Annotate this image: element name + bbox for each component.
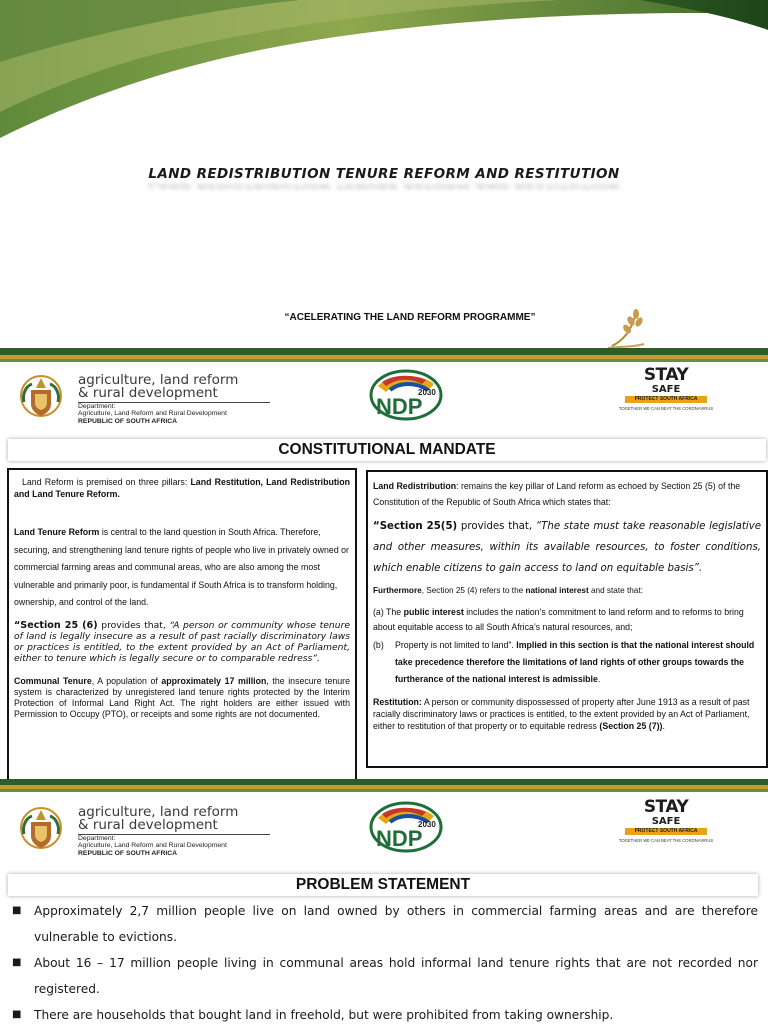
restitution-end: . (662, 721, 665, 731)
department-label: Department: (78, 835, 116, 842)
department-subtext (78, 403, 227, 425)
item-b-text-a: Property is not limited to land”. (395, 640, 517, 650)
list-item (12, 1002, 758, 1024)
item-b-implied: Implied in this section is that the national interest should take precedence therefore the limitations of land rights of other groups towards the furtherance of the national interest is admissible (395, 640, 755, 684)
section-25-5-paragraph (373, 516, 761, 579)
green-band-thin (0, 789, 768, 792)
redistribution-label: Land Redistribution (373, 481, 457, 491)
bullet-icon: ■ (12, 1009, 22, 1020)
constitutional-mandate-heading: CONSTITUTIONAL MANDATE (8, 439, 766, 461)
public-interest-text: includes the nation’s commitment to land reform and to reforms to bring about equitable access to all South Africa’s natural resources, and; (373, 607, 744, 632)
redistribution-paragraph (373, 478, 761, 510)
pillars-paragraph (14, 476, 350, 500)
slide-subtitle: “ACELERATING THE LAND REFORM PROGRAMME” (284, 312, 536, 323)
stay-safe-tagline: TOGETHER WE CAN BEAT THE CORONAVIRUS (618, 406, 714, 411)
communal-tenure-label: Communal Tenure (14, 675, 92, 686)
slide2-logo-header (0, 362, 768, 444)
section-25-6-provides: provides that, (97, 619, 170, 631)
pillars-text: Land Reform is premised on three pillars: (22, 477, 191, 487)
department-name-line1: agriculture, land reform (78, 804, 239, 820)
tenure-reform-text: is central to the land question in South Africa. Therefore, securing, and strengthening land tenure rights of people who live in privately owned or commercial farming areas and communal areas, who are also among the most vulnerable and primarily poor, is fundamental if South Africa is to transform holding, ownership, and control of the land. (14, 527, 349, 607)
restitution-paragraph (373, 696, 761, 732)
country-name: REPUBLIC OF SOUTH AFRICA (78, 417, 178, 425)
ndp-text: NDP (376, 394, 423, 419)
pillars-list: Land Restitution, Land Redistribution and Land Tenure Reform. (14, 477, 350, 499)
problem-statement-heading: PROBLEM STATEMENT (8, 874, 758, 896)
list-item-text: Approximately 2,7 million people live on land owned by others in commercial farming areas and are therefore vulnerable to evictions. (34, 904, 758, 944)
list-item (12, 898, 758, 950)
list-item-text: About 16 – 17 million people living in communal areas hold informal land tenure rights that are not recorded nor registered. (34, 956, 758, 996)
national-interest-label: national interest (525, 586, 589, 595)
furthermore-text-end: and state that: (588, 586, 643, 595)
slide3-logo-header (0, 794, 768, 876)
list-item (12, 950, 758, 1002)
item-a-prefix: (a) The (373, 607, 404, 617)
national-interest-paragraph (373, 585, 761, 597)
list-item-text: There are households that bought land in freehold, but were prohibited from taking ownership. (34, 1008, 614, 1022)
restitution-label: Restitution: (373, 697, 422, 707)
section-25-5-quote: “The state must take reasonable legislative and other measures, within its available resources, to foster conditions, which enable citizens to gain access to land on equitable basis”. (373, 521, 761, 574)
section-25-6-paragraph (14, 620, 350, 664)
protect-sa-bar: PROTECT SOUTH AFRICA (625, 396, 707, 403)
coat-of-arms-icon (16, 804, 66, 852)
bullet-icon: ■ (12, 957, 22, 968)
green-band (0, 348, 768, 355)
section-25-7-ref: (Section 25 (7)) (599, 721, 663, 731)
department-label: Department: (78, 403, 116, 410)
restitution-text: A person or community dispossessed of property after June 1913 as a result of past racially discriminatory laws or practices is entitled, to the extent provided by an Act of Parliament, either to restitution of that property or to equitable redress (373, 697, 750, 731)
redistribution-text: : remains the key pillar of Land reform as echoed by Section 25 (5) of the Constitution of the Republic of South Africa which states that: (373, 481, 741, 507)
communal-tenure-paragraph (14, 676, 350, 720)
green-swoosh-decoration (0, 0, 768, 140)
safe-text: SAFE (651, 384, 681, 395)
stay-text: STAY (643, 365, 689, 385)
slide-title-reflection: LAND REDISTRIBUTION TENURE REFORM AND RESTITUTION (148, 181, 620, 191)
section-25-5-label: “Section 25(5) (373, 521, 458, 532)
ndp-year: 2030 (418, 388, 436, 397)
section-25-5-provides: provides that, (457, 521, 536, 532)
ndp-year: 2030 (418, 820, 436, 829)
section-25-6-quote: “A person or community whose tenure of land is legally insecure as a result of past racially discriminatory laws or practices is entitled, to the extent provided by an Act of Parliament, either to tenure which is legally secure or to comparable redress”. (14, 619, 350, 664)
stay-safe-tagline: TOGETHER WE CAN BEAT THE CORONAVIRUS (618, 838, 714, 843)
public-interest-label: public interest (403, 607, 464, 617)
stay-safe-logo (616, 366, 716, 411)
right-textbox-redistribution (366, 470, 768, 768)
bullet-icon: ■ (12, 905, 22, 916)
public-interest-paragraph (373, 605, 761, 635)
department-name (78, 806, 238, 832)
title-slide (0, 0, 768, 350)
section-25-6-label: “Section 25 (6) (14, 619, 98, 631)
slide-title: LAND REDISTRIBUTION TENURE REFORM AND RESTITUTION (148, 166, 620, 182)
communal-tenure-text-a: , A population of (91, 675, 162, 686)
ndp-2030-logo (368, 800, 444, 854)
tenure-reform-label: Land Tenure Reform (14, 527, 100, 537)
ndp-2030-logo (368, 368, 444, 422)
coat-of-arms-icon (16, 372, 66, 420)
department-name-line1: agriculture, land reform (78, 372, 239, 388)
tenure-reform-paragraph (14, 524, 350, 612)
ndp-text: NDP (376, 826, 423, 851)
stay-text: STAY (643, 797, 689, 817)
department-fullname: Agriculture, Land Reform and Rural Development (78, 410, 227, 418)
item-b-text (395, 637, 761, 688)
furthermore-text: , Section 25 (4) refers to the (421, 586, 526, 595)
furthermore-label: Furthermore (373, 586, 422, 595)
country-name: REPUBLIC OF SOUTH AFRICA (78, 849, 178, 857)
item-b-end: . (597, 674, 601, 684)
problem-statement-list (12, 898, 758, 1024)
stay-safe-logo (616, 798, 716, 843)
item-b-row (373, 637, 761, 688)
safe-text: SAFE (651, 816, 681, 827)
item-b-label: (b) (373, 640, 384, 650)
protect-sa-bar: PROTECT SOUTH AFRICA (625, 828, 707, 835)
communal-tenure-population: approximately 17 million (161, 675, 267, 686)
wheat-icon (606, 306, 646, 350)
department-fullname: Agriculture, Land Reform and Rural Development (78, 842, 227, 850)
department-name-line2: & rural development (78, 817, 218, 833)
department-subtext (78, 835, 227, 857)
left-textbox-tenure-reform (7, 468, 357, 791)
item-b (373, 637, 761, 688)
department-name (78, 374, 238, 400)
spacer (14, 506, 350, 518)
communal-tenure-text-b: , the insecure tenure system is characterized by unregistered land tenure rights protected by the Interim Protection of Informal Land Right Act. The right holders are either issued with Permission to Occupy (PTO), or receipts and some rights are not documented. (14, 675, 351, 719)
department-name-line2: & rural development (78, 385, 218, 401)
